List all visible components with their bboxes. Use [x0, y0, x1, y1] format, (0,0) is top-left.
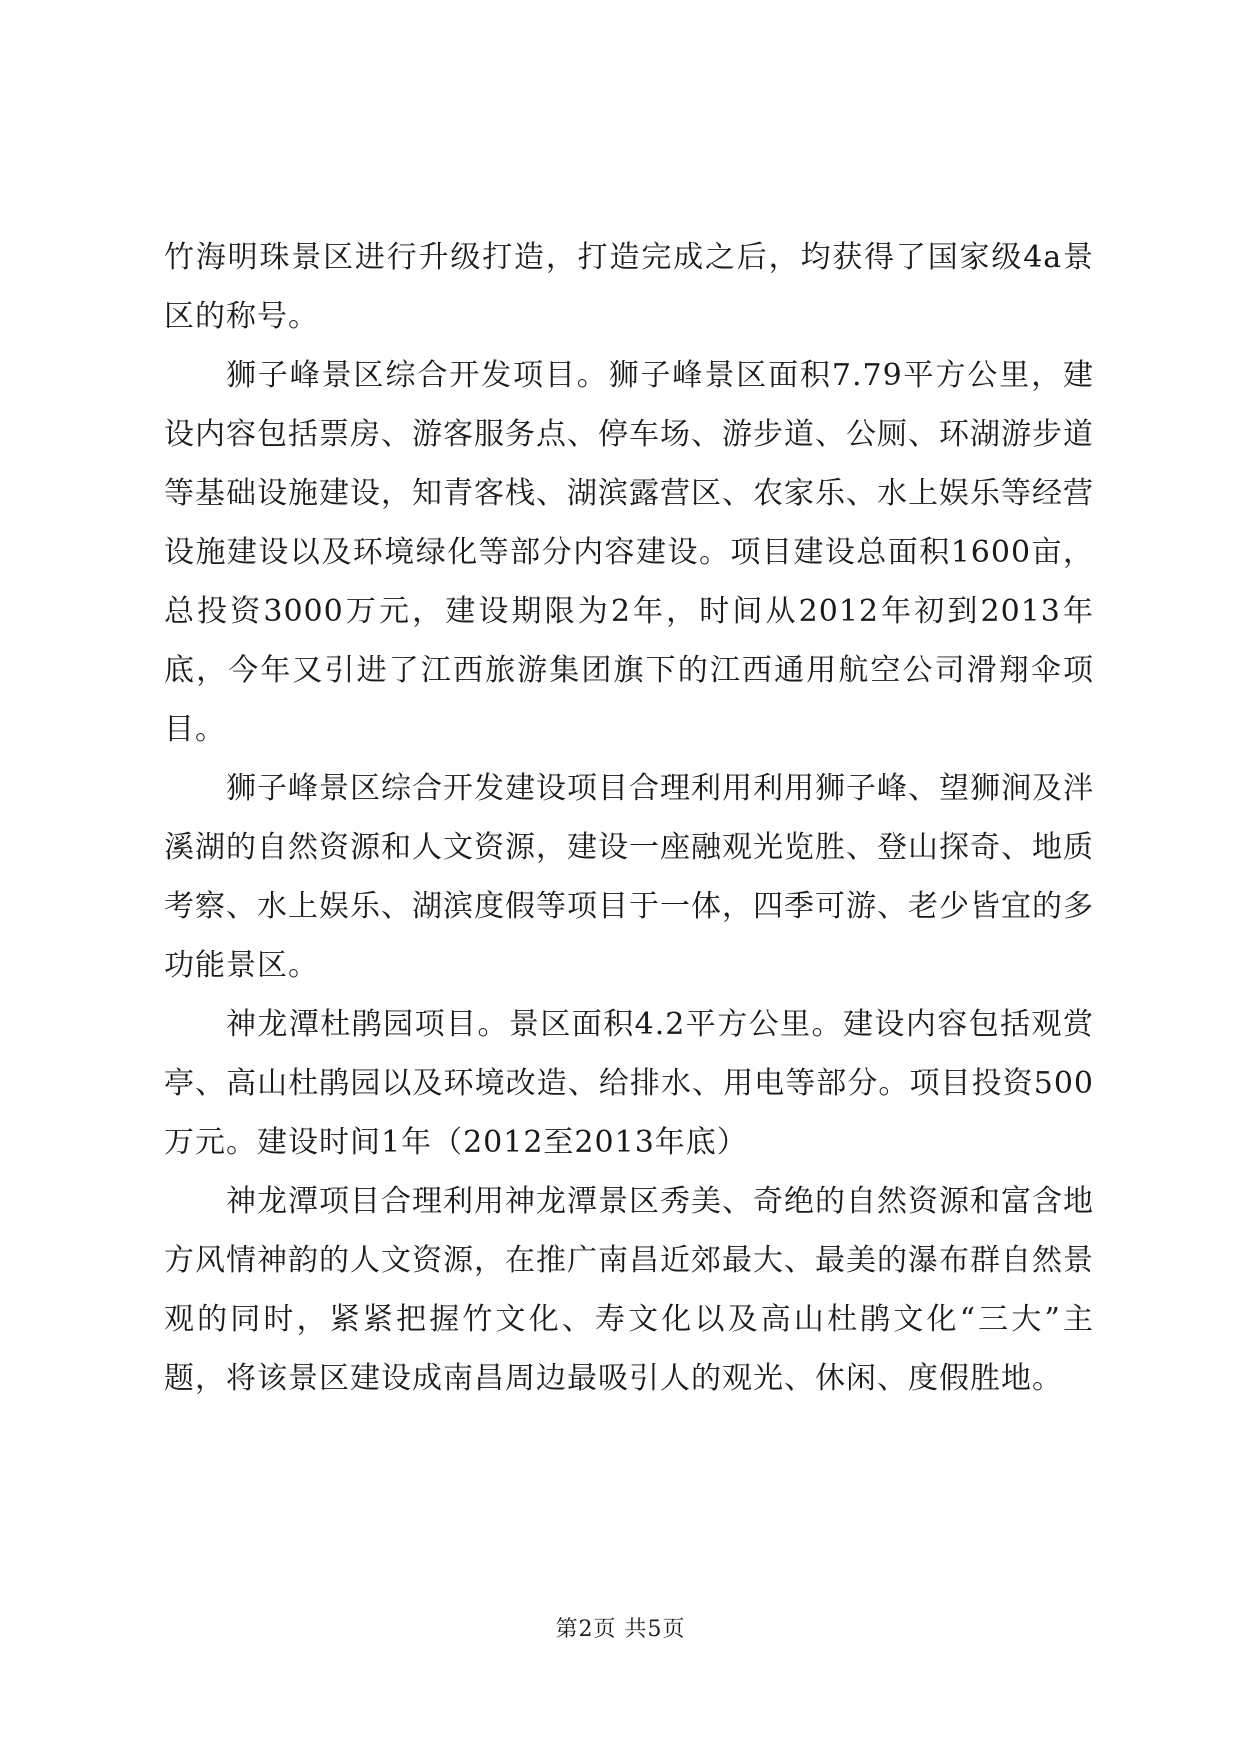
paragraph-shizifeng-project: 狮子峰景区综合开发项目。狮子峰景区面积7.79平方公里，建设内容包括票房、游客服务点、停车场、游步道、公厕、环湖游步道等基础设施建设，知青客栈、湖滨露营区、农家乐、水上娱乐等经营设施建设以及环境绿化等部分内容建设。项目建设总面积1600亩，总投资3000万元，建设期限为2年，时间从2012年初到2013年底，今年又引进了江西旅游集团旗下的江西通用航空公司滑翔伞项目。: [164, 358, 1094, 747]
paragraph-continuation: 竹海明珠景区进行升级打造，打造完成之后，均获得了国家级4a景区的称号。: [164, 240, 1094, 334]
paragraph-shizifeng-development: 狮子峰景区综合开发建设项目合理利用利用狮子峰、望狮涧及泮溪湖的自然资源和人文资源，建设一座融观光览胜、登山探奇、地质考察、水上娱乐、湖滨度假等项目于一体，四季可游、老少皆宜的多功能景区。: [164, 771, 1094, 983]
page-number-footer: 第2页 共5页: [555, 1617, 686, 1642]
paragraph-shenlongtan-azalea-project: 神龙潭杜鹃园项目。景区面积4.2平方公里。建设内容包括观赏亭、高山杜鹃园以及环境改造、给排水、用电等部分。项目投资500万元。建设时间1年（2012至2013年底）: [164, 1007, 1094, 1160]
paragraph-shenlongtan-resources: 神龙潭项目合理利用神龙潭景区秀美、奇绝的自然资源和富含地方风情神韵的人文资源，在推广南昌近郊最大、最美的瀑布群自然景观的同时，紧紧把握竹文化、寿文化以及高山杜鹃文化“三大”主题，将该景区建设成南昌周边最吸引人的观光、休闲、度假胜地。: [164, 1184, 1094, 1396]
document-body: [164, 228, 1094, 1408]
